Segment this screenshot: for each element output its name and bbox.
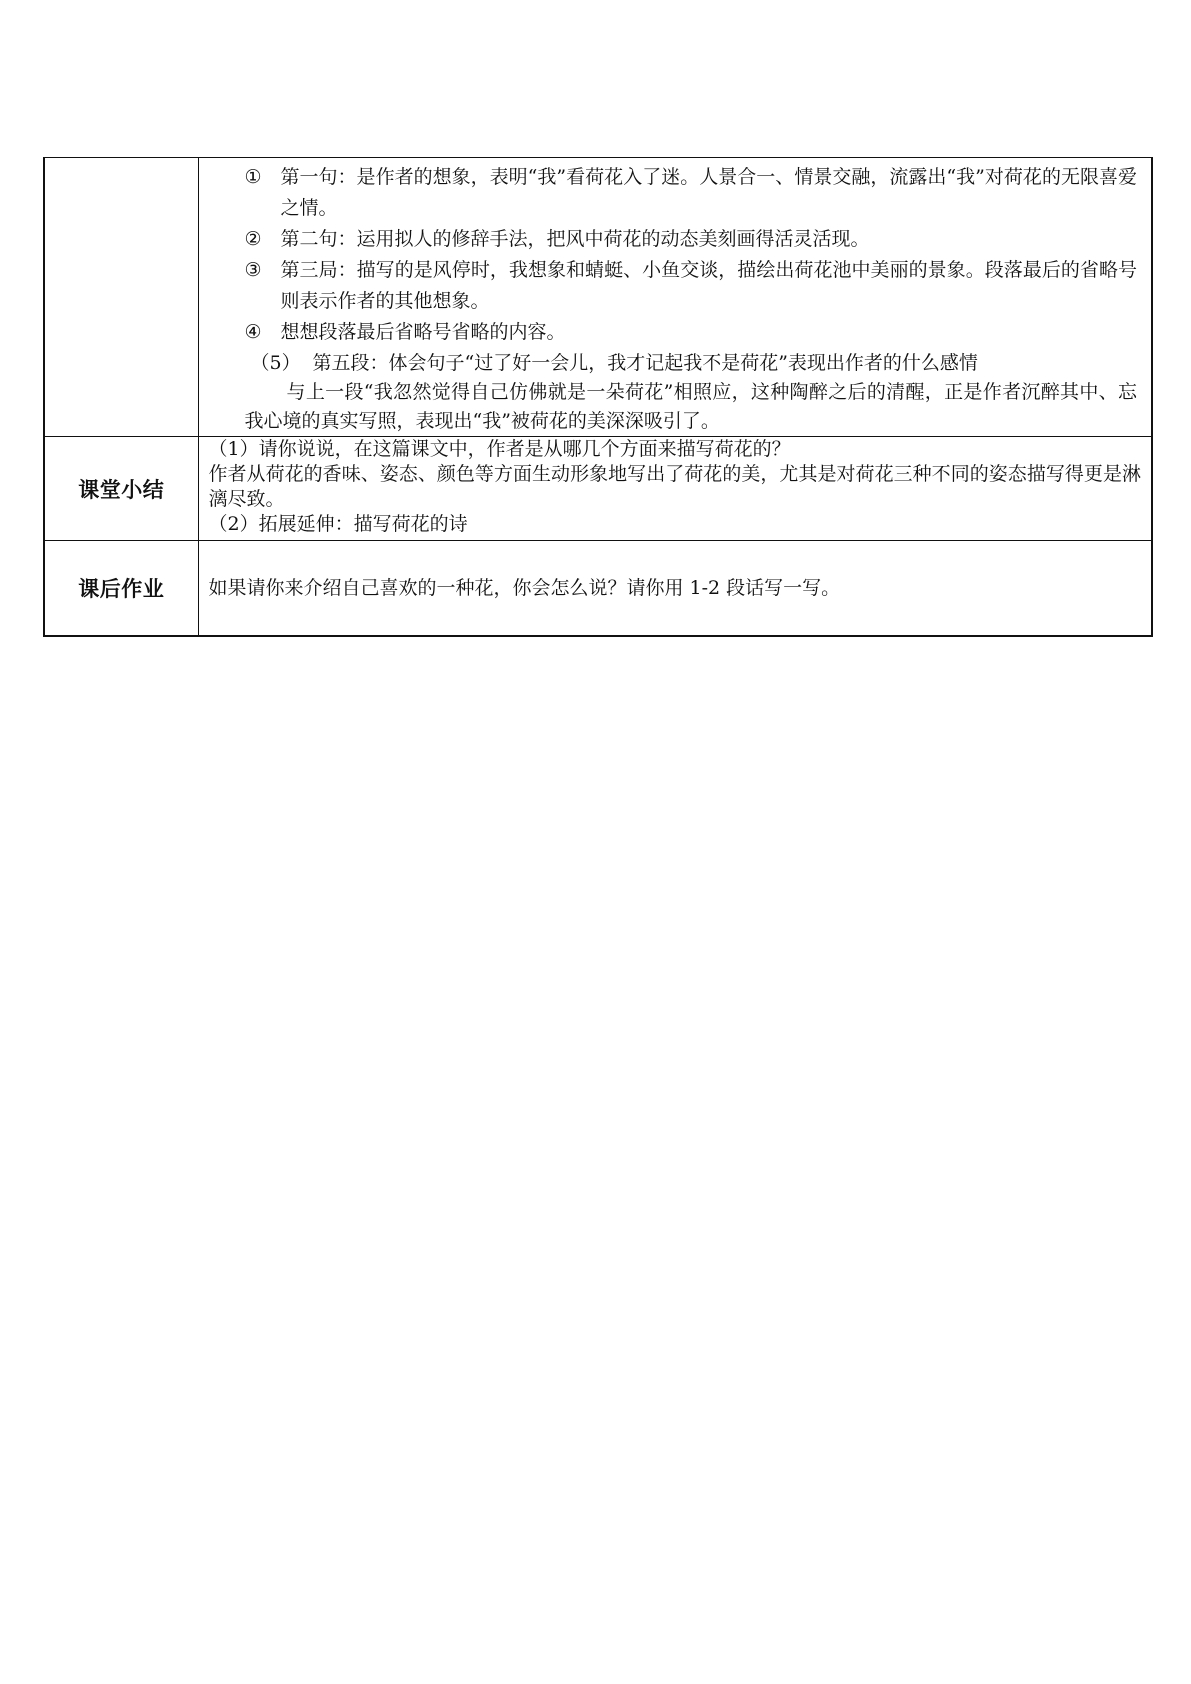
analysis-item-5	[245, 348, 1138, 379]
lesson-plan-table	[43, 157, 1153, 637]
homework-label: 课后作业	[44, 541, 198, 637]
analysis-item-1	[245, 162, 1138, 224]
analysis-row	[44, 158, 1152, 437]
item-number: ②	[244, 228, 262, 250]
analysis-content	[198, 158, 1152, 437]
item-text: 第一句：是作者的想象，表明“我”看荷花入了迷。人景合一、情景交融，流露出“我”对荷花的无限喜爱之情。	[280, 166, 1137, 219]
item-number: （5）	[250, 352, 301, 374]
analysis-item-2	[245, 224, 1138, 255]
summary-content	[198, 437, 1152, 541]
homework-content: 如果请你来介绍自己喜欢的一种花，你会怎么说？请你用 1-2 段话写一写。	[198, 541, 1152, 637]
item-text: 想想段落最后省略号省略的内容。	[280, 321, 566, 343]
homework-row	[44, 541, 1152, 637]
summary-row	[44, 437, 1152, 541]
item-number: ①	[244, 166, 262, 188]
summary-question: （1）请你说说，在这篇课文中，作者是从哪几个方面来描写荷花的？	[208, 438, 791, 460]
item-text: 第二句：运用拟人的修辞手法，把风中荷花的动态美刻画得活灵活现。	[280, 228, 870, 250]
analysis-item-4	[245, 317, 1138, 348]
analysis-item-5-answer: 与上一段“我忽然觉得自己仿佛就是一朵荷花”相照应，这种陶醉之后的清醒，正是作者沉醉其中、忘我心境的真实写照，表现出“我”被荷花的美深深吸引了。	[244, 381, 1137, 432]
summary-extension: （2）拓展延伸：描写荷花的诗	[208, 513, 468, 535]
summary-label: 课堂小结	[44, 437, 198, 541]
item-number: ③	[244, 259, 262, 281]
analysis-label	[44, 158, 198, 437]
summary-answer: 作者从荷花的香味、姿态、颜色等方面生动形象地写出了荷花的美，尤其是对荷花三种不同的姿态描写得更是淋漓尽致。	[208, 463, 1141, 510]
item-text: 第三局：描写的是风停时，我想象和蜻蜓、小鱼交谈，描绘出荷花池中美丽的景象。段落最后的省略号则表示作者的其他想象。	[280, 259, 1137, 312]
item-text: 第五段：体会句子“过了好一会儿，我才记起我不是荷花”表现出作者的什么感情	[312, 352, 978, 374]
analysis-item-3	[245, 255, 1138, 317]
item-number: ④	[244, 321, 262, 343]
